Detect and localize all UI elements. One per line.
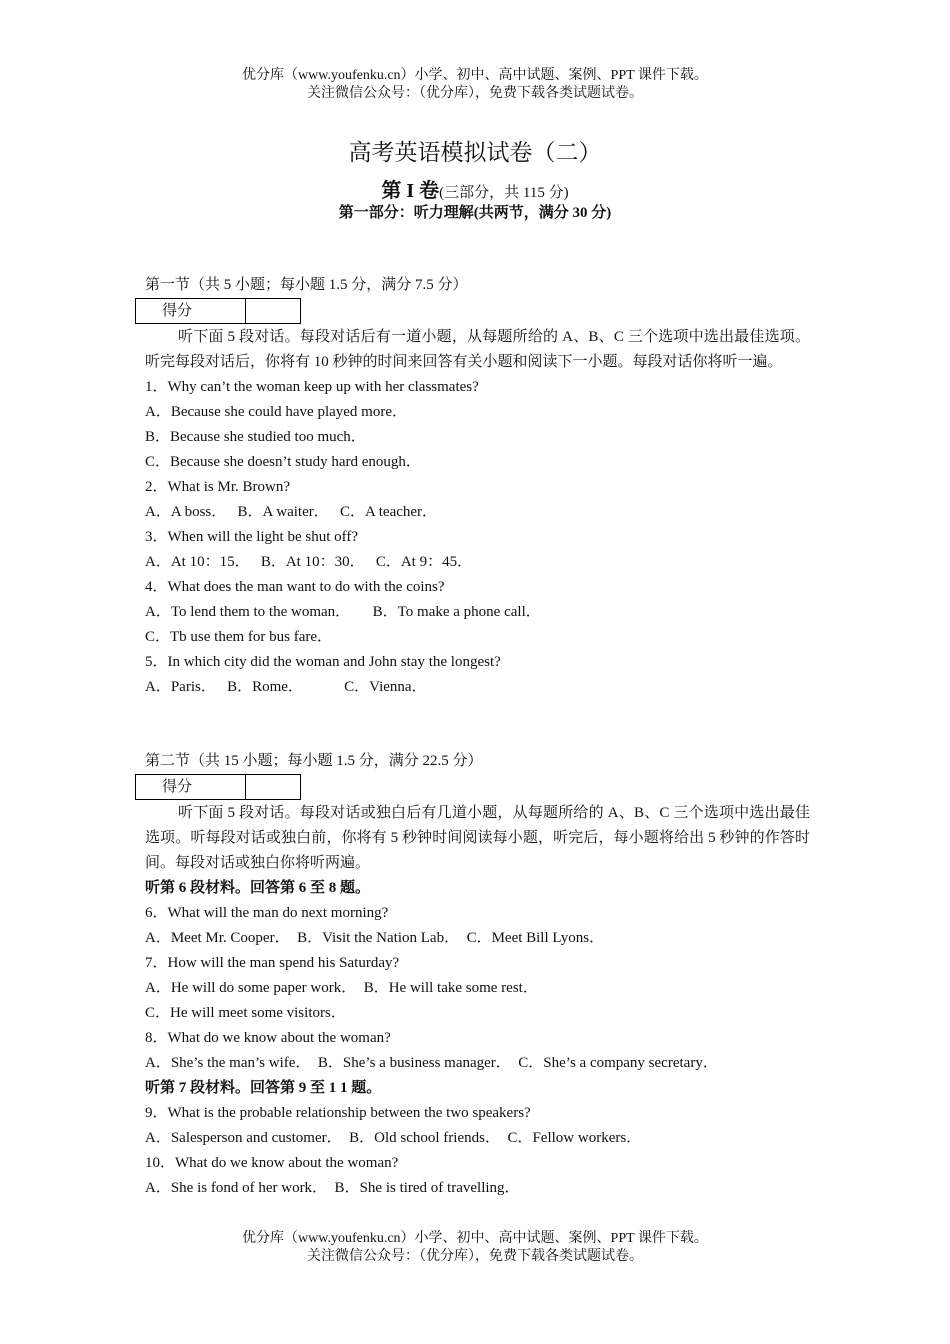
section-1-heading-block [145, 274, 810, 296]
option-line: A．Because she could have played more． [145, 404, 407, 420]
question-line: 3．When will the light be shut off? [145, 529, 359, 545]
option-line: A．Salesperson and customer． B．Old school friends． C．Fellow workers． [145, 1130, 642, 1146]
question-line: 2．What is Mr. Brown? [145, 479, 290, 495]
score-box-2 [135, 774, 301, 800]
material-heading: 听第 6 段材料。回答第 6 至 8 题。 [145, 880, 371, 896]
volume-note: (三部分，共 115 分) [439, 185, 569, 201]
score-label: 得分 [136, 299, 246, 323]
score-field[interactable] [246, 299, 300, 323]
question-line: 8．What do we know about the woman? [145, 1030, 391, 1046]
section-2-heading-block [145, 750, 810, 772]
part-heading: 第一部分：听力理解(共两节，满分 30 分) [338, 205, 612, 221]
section-1-heading: 第一节（共 5 小题；每小题 1.5 分，满分 7.5 分） [145, 277, 468, 293]
option-line: C．He will meet some visitors． [145, 1005, 346, 1021]
score-field[interactable] [246, 775, 300, 799]
option-line: A．She’s the man’s wife． B．She’s a business manager． C．She’s a company secretary． [145, 1055, 718, 1071]
option-line: A．Meet Mr. Cooper． B．Visit the Nation Lab． C．Meet Bill Lyons． [145, 930, 605, 946]
option-line: B．Because she studied too much． [145, 429, 366, 445]
question-line: 1．Why can’t the woman keep up with her classmates? [145, 379, 479, 395]
material-heading: 听第 7 段材料。回答第 9 至 1 1 题。 [145, 1080, 382, 1096]
option-line: A．At 10：15． B．At 10：30． C．At 9：45． [145, 554, 473, 570]
volume-label: 第 I 卷 [381, 180, 440, 202]
score-label: 得分 [136, 775, 246, 799]
question-line: 6．What will the man do next morning? [145, 905, 389, 921]
score-box-1 [135, 298, 301, 324]
option-line: C．Because she doesn’t study hard enough． [145, 454, 421, 470]
option-line: A．Paris． B．Rome． C．Vienna． [145, 679, 427, 695]
option-line: A．To lend them to the woman． B．To make a phone call． [145, 604, 541, 620]
header-line-1: 优分库（www.youfenku.cn）小学、初中、高中试题、案例、PPT 课件下载。 [242, 68, 708, 83]
option-line: A．A boss． B．A waiter． C．A teacher． [145, 504, 438, 520]
option-line: C．Tb use them for bus fare． [145, 629, 333, 645]
section-2-body [145, 801, 810, 1201]
question-line: 10．What do we know about the woman? [145, 1155, 399, 1171]
question-line: 7．How will the man spend his Saturday? [145, 955, 400, 971]
volume-heading [0, 174, 950, 203]
section-2-heading: 第二节（共 15 小题；每小题 1.5 分，满分 22.5 分） [145, 753, 483, 769]
header-line-2: 关注微信公众号：（优分库），免费下载各类试题试卷。 [307, 86, 643, 101]
option-line: A．She is fond of her work． B．She is tired of travelling． [145, 1180, 520, 1196]
footer-line-1: 优分库（www.youfenku.cn）小学、初中、高中试题、案例、PPT 课件下载。 [242, 1231, 708, 1246]
question-line: 4．What does the man want to do with the coins? [145, 579, 445, 595]
footer-line-2: 关注微信公众号：（优分库），免费下载各类试题试卷。 [307, 1249, 643, 1264]
page-footer [0, 1230, 950, 1266]
page-header [0, 67, 950, 103]
question-line: 9．What is the probable relationship between the two speakers? [145, 1105, 531, 1121]
question-line: 5．In which city did the woman and John stay the longest? [145, 654, 501, 670]
exam-title: 高考英语模拟试卷（二） [348, 140, 602, 165]
section-2-instructions: 听下面 5 段对话。每段对话或独白后有几道小题，从每题所给的 A、B、C 三个选项中选出最佳选项。听每段对话或独白前，你将有 5 秒钟时间阅读每小题，听完后，每小题将给出 5 秒钟的作答时间。每段对话或独白你将听两遍。 [145, 805, 810, 871]
option-line: A．He will do some paper work． B．He will take some rest． [145, 980, 538, 996]
section-1-body [145, 325, 810, 700]
section-1-instructions: 听下面 5 段对话。每段对话后有一道小题，从每题所给的 A、B、C 三个选项中选出最佳选项。听完每段对话后，你将有 10 秒钟的时间来回答有关小题和阅读下一小题。每段对话你将听一遍。 [145, 329, 810, 370]
